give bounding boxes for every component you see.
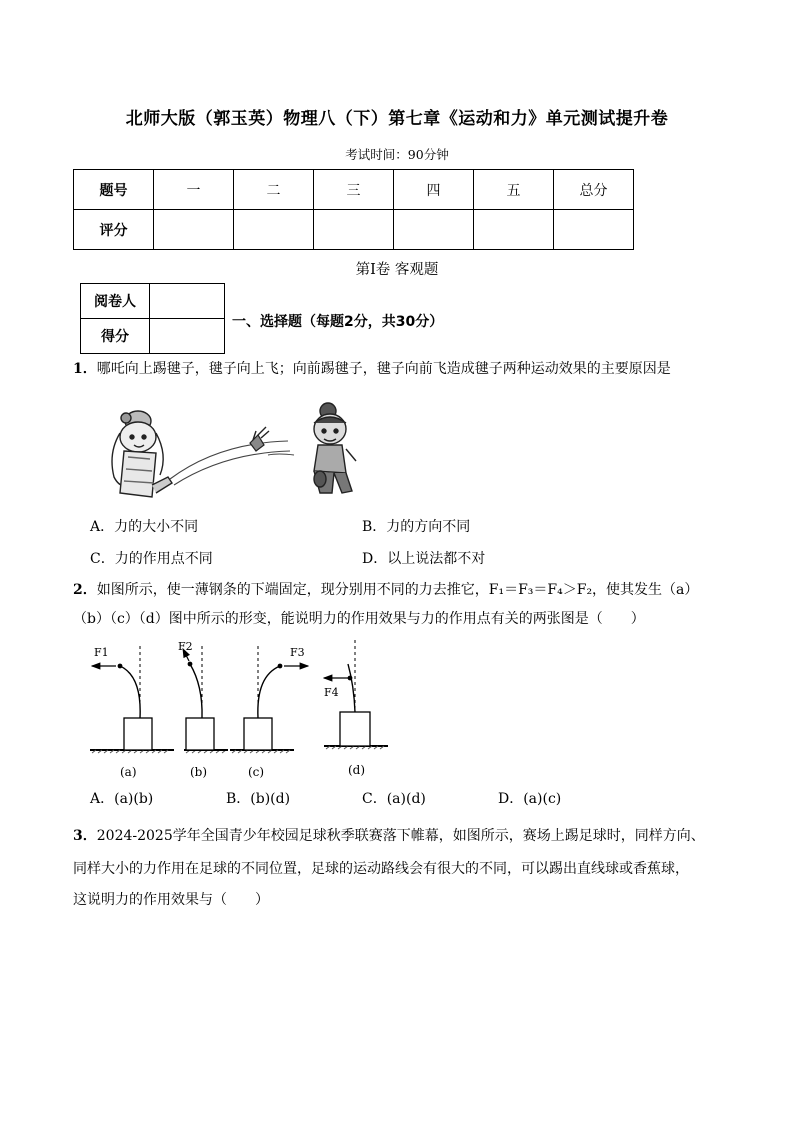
steel-strip-figure [86, 636, 392, 782]
reader-box [80, 283, 225, 354]
question-2-option-a[interactable]: A．(a)(b) [90, 791, 154, 807]
score-header-cell: 题号 [74, 170, 154, 210]
question-2-option-b[interactable]: B．(b)(d) [226, 791, 291, 807]
score-header-cell: 三 [314, 170, 394, 210]
force-label-f2: F2 [178, 640, 193, 653]
force-label-f1: F1 [94, 646, 109, 659]
question-1-stem: 1．哪吒向上踢毽子，毽子向上飞；向前踢毽子，毽子向前飞造成毽子两种运动效果的主要原因是 [73, 361, 671, 377]
score-cell[interactable] [394, 210, 474, 250]
nezha-figure [112, 411, 172, 497]
question-1-option-b[interactable]: B．力的方向不同 [362, 519, 471, 535]
question-number: 3 [73, 828, 83, 844]
score-header-cell: 五 [474, 170, 554, 210]
question-text: 哪吒向上踢毽子，毽子向上飞；向前踢毽子，毽子向前飞造成毽子两种运动效果的主要原因是 [96, 361, 671, 377]
section-title: 一、选择题（每题2分，共30分） [232, 314, 444, 330]
question-1-option-d[interactable]: D．以上说法都不对 [362, 551, 486, 567]
question-3-stem-line3: 这说明力的作用效果与（ ） [73, 892, 269, 908]
figure-caption-b: (b) [190, 765, 208, 779]
question-2-option-d[interactable]: D．(a)(c) [498, 791, 562, 807]
figure-d [324, 640, 388, 777]
score-cell[interactable] [554, 210, 634, 250]
score-header-cell: 一 [154, 170, 234, 210]
question-number: 2 [73, 582, 83, 598]
question-text-line1: 2024-2025学年全国青少年校园足球秋季联赛落下帷幕，如图所示，赛场上踢足球时，同样方向、 [96, 828, 705, 844]
question-2-option-c[interactable]: C．(a)(d) [362, 791, 426, 807]
question-2-stem-line2: （b）（c）（d）图中所示的形变，能说明力的作用效果与力的作用点有关的两张图是（ ） [73, 611, 645, 627]
force-label-f3: F3 [290, 646, 305, 659]
motion-lines [170, 441, 294, 485]
reader-score-label: 得分 [81, 319, 150, 354]
figure-caption-d: (d) [348, 763, 366, 777]
reviewer-cell[interactable] [150, 284, 225, 319]
exam-time: 考试时间：90分钟 [345, 147, 449, 162]
volume-title: 第Ⅰ卷 客观题 [355, 262, 439, 278]
score-row-label: 评分 [74, 210, 154, 250]
score-cell[interactable] [234, 210, 314, 250]
question-3-stem: 3．2024-2025学年全国青少年校园足球秋季联赛落下帷幕，如图所示，赛场上踢足球时，同样方向、 [73, 828, 705, 844]
score-header-cell: 四 [394, 170, 474, 210]
question-3-stem-line2: 同样大小的力作用在足球的不同位置，足球的运动路线会有很大的不同，可以踢出直线球或香蕉球， [73, 861, 689, 877]
score-cell[interactable] [314, 210, 394, 250]
nezha-kick-illustration [98, 393, 388, 505]
question-number: 1 [73, 361, 83, 377]
second-child-figure [314, 403, 356, 493]
score-table [73, 169, 634, 250]
figure-a [90, 646, 174, 779]
question-text-line1: 如图所示，使一薄钢条的下端固定，现分别用不同的力去推它，F₁＝F₃＝F₄＞F₂，使其发生（a） [96, 582, 699, 598]
reviewer-label: 阅卷人 [81, 284, 150, 319]
question-2-stem: 2．如图所示，使一薄钢条的下端固定，现分别用不同的力去推它，F₁＝F₃＝F₄＞F₂，使其发生（a） [73, 582, 699, 598]
figure-caption-a: (a) [120, 765, 137, 779]
force-label-f4: F4 [324, 686, 339, 699]
score-cell[interactable] [474, 210, 554, 250]
score-header-cell: 总分 [554, 170, 634, 210]
figure-caption-c: (c) [248, 765, 265, 779]
question-1-option-c[interactable]: C．力的作用点不同 [90, 551, 213, 567]
figure-c [230, 646, 308, 779]
page-title: 北师大版（郭玉英）物理八（下）第七章《运动和力》单元测试提升卷 [125, 109, 669, 129]
reader-score-cell[interactable] [150, 319, 225, 354]
score-header-cell: 二 [234, 170, 314, 210]
question-1-option-a[interactable]: A．力的大小不同 [90, 519, 199, 535]
shuttlecock-icon [250, 427, 269, 451]
figure-b [178, 640, 228, 779]
score-cell[interactable] [154, 210, 234, 250]
